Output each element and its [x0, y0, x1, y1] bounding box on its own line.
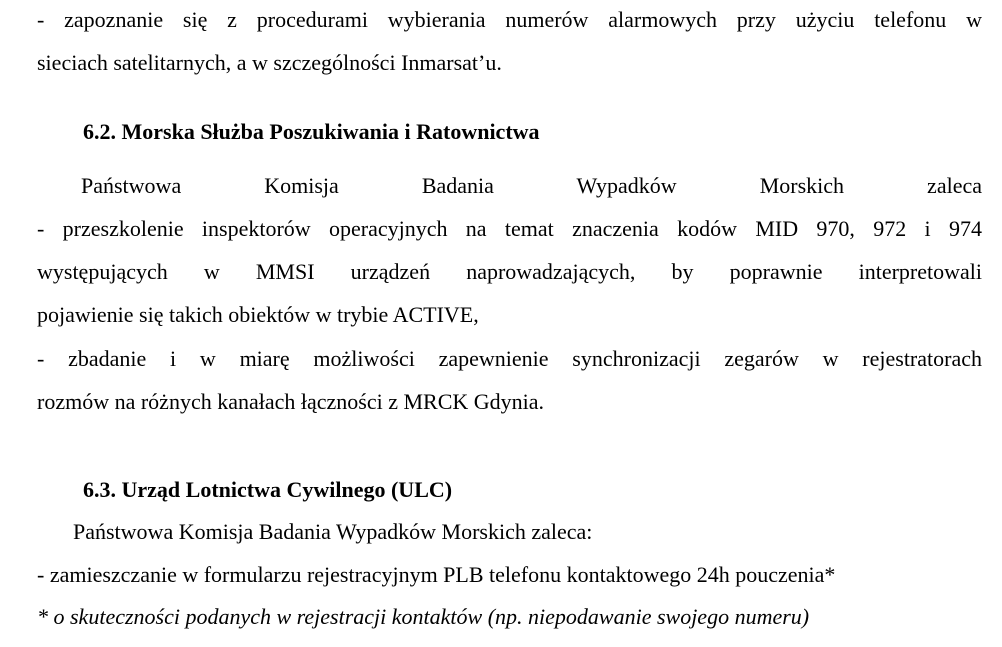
- footnote: * o skuteczności podanych w rejestracji kontaktów (np. niepodawanie swojego numeru): [37, 604, 810, 629]
- section-heading-6-2: 6.2. Morska Służba Poszukiwania i Ratownictwa: [83, 119, 540, 144]
- section-heading-6-3: 6.3. Urząd Lotnictwa Cywilnego (ULC): [83, 477, 453, 502]
- recommendation-line: występujących w MMSI urządzeń naprowadzających, by poprawnie interpretowali: [37, 259, 982, 284]
- recommendation-line: pojawienie się takich obiektów w trybie ACTIVE,: [37, 302, 479, 327]
- section-intro: Państwowa Komisja Badania Wypadków Morskich zaleca:: [73, 519, 593, 544]
- recommendation-line: rozmów na różnych kanałach łączności z MRCK Gdynia.: [37, 389, 545, 414]
- recommendation-line: - zbadanie i w miarę możliwości zapewnienie synchronizacji zegarów w rejestratorach: [37, 346, 982, 371]
- recommendation-line: sieciach satelitarnych, a w szczególności Inmarsat’u.: [37, 50, 502, 75]
- recommendation-line: - przeszkolenie inspektorów operacyjnych na temat znaczenia kodów MID 970, 972 i 974: [37, 216, 982, 241]
- section-intro: Państwowa Komisja Badania Wypadków Morskich zaleca: [81, 173, 982, 198]
- recommendation-line: - zamieszczanie w formularzu rejestracyjnym PLB telefonu kontaktowego 24h pouczenia*: [37, 562, 836, 587]
- recommendation-line: - zapoznanie się z procedurami wybierania numerów alarmowych przy użyciu telefonu w: [37, 7, 982, 32]
